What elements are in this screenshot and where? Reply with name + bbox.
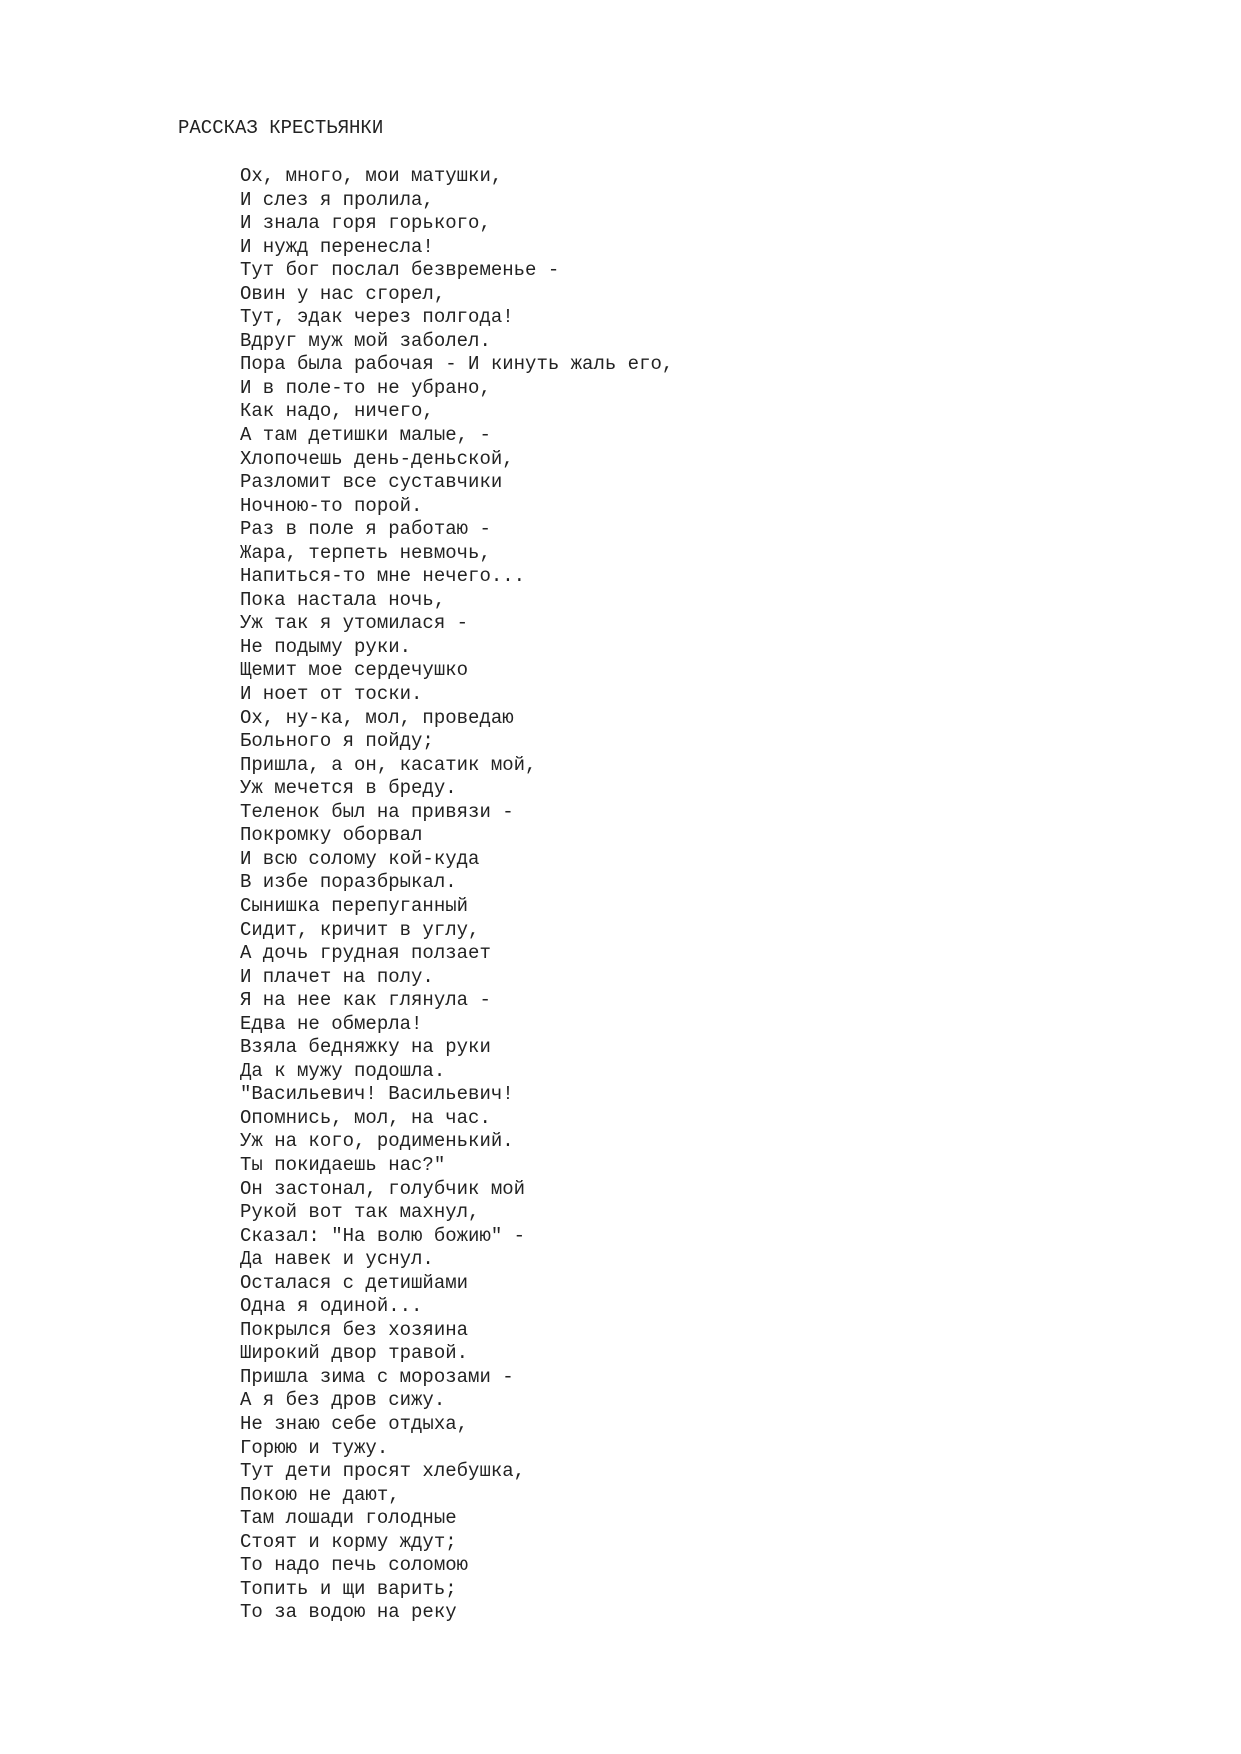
poem-line: А дочь грудная ползает <box>240 942 491 965</box>
poem-line: Взяла бедняжку на руки <box>240 1036 491 1059</box>
poem-line: Широкий двор травой. <box>240 1342 469 1365</box>
poem-line: Покромку оборвал <box>240 824 423 847</box>
poem-line: И слез я пролила, <box>240 188 434 211</box>
poem-line: Пришла, а он, касатик мой, <box>240 753 537 776</box>
poem-line: Ночною-то порой. <box>240 494 423 517</box>
poem-line: И плачет на полу. <box>240 965 434 988</box>
poem-line: Раз в поле я работаю - <box>240 518 491 541</box>
poem-line: Ох, ну-ка, мол, проведаю <box>240 706 514 729</box>
poem-line: Уж мечется в бреду. <box>240 777 457 800</box>
poem-line: Да навек и уснул. <box>240 1248 434 1271</box>
poem-line: Тут бог послал безвременье - <box>240 259 560 282</box>
poem-line: Тут дети просят хлебушка, <box>240 1460 526 1483</box>
poem-line: Едва не обмерла! <box>240 1012 423 1035</box>
poem-line: Разломит все суставчики <box>240 471 503 494</box>
poem-line: Уж на кого, родименький. <box>240 1130 514 1153</box>
poem-line: Он застонал, голубчик мой <box>240 1177 526 1200</box>
poem-line: Уж так я утомилася - <box>240 612 469 635</box>
poem-line: Как надо, ничего, <box>240 400 434 423</box>
poem-line: Сынишка перепуганный <box>240 894 469 917</box>
poem-line: Рукой вот так махнул, <box>240 1201 480 1224</box>
document-title: РАССКАЗ КРЕСТЬЯНКИ <box>178 117 384 139</box>
poem-line: Жара, терпеть невмочь, <box>240 541 491 564</box>
poem-text <box>240 165 673 1625</box>
poem-line: Да к мужу подошла. <box>240 1059 446 1082</box>
poem-line: То за водою на реку <box>240 1601 457 1624</box>
poem-line: Ох, много, мои матушки, <box>240 165 503 187</box>
poem-line: А там детишки малые, - <box>240 424 491 447</box>
poem-line: Хлопочешь день-деньской, <box>240 447 514 470</box>
poem-line: Пока настала ночь, <box>240 588 446 611</box>
poem-line: Опомнись, мол, на час. <box>240 1106 491 1129</box>
poem-line: То надо печь соломою <box>240 1554 469 1577</box>
poem-line: Сидит, кричит в углу, <box>240 918 480 941</box>
poem-line: Одна я одиной... <box>240 1295 423 1318</box>
poem-line: Больного я пойду; <box>240 730 434 753</box>
poem-line: Покою не дают, <box>240 1483 400 1506</box>
poem-line: Топить и щи варить; <box>240 1577 457 1600</box>
poem-line: Не знаю себе отдыха, <box>240 1412 469 1435</box>
poem-line: И всю солому кой-куда <box>240 847 480 870</box>
poem-line: Горюю и тужу. <box>240 1436 389 1459</box>
poem-line: Покрылся без хозяина <box>240 1318 469 1341</box>
poem-line: И нужд перенесла! <box>240 235 434 258</box>
poem-line: И знала горя горького, <box>240 212 491 235</box>
poem-line: Пора была рабочая - И кинуть жаль его, <box>240 353 674 376</box>
poem-line: Не подыму руки. <box>240 635 412 658</box>
poem-line: Ты покидаешь нас?" <box>240 1153 446 1176</box>
poem-line: Я на нее как глянула - <box>240 989 491 1012</box>
poem-line: Щемит мое сердечушко <box>240 659 469 682</box>
poem-line: "Васильевич! Васильевич! <box>240 1083 514 1106</box>
poem-line: Овин у нас сгорел, <box>240 282 446 305</box>
poem-line: Пришла зима с морозами - <box>240 1365 514 1388</box>
poem-line: Стоят и корму ждут; <box>240 1530 457 1553</box>
poem-line: В избе поразбрыкал. <box>240 871 457 894</box>
poem-line: И ноет от тоски. <box>240 683 423 706</box>
poem-line: Вдруг муж мой заболел. <box>240 329 491 352</box>
poem-line: Там лошади голодные <box>240 1507 457 1530</box>
poem-line: И в поле-то не убрано, <box>240 376 491 399</box>
poem-line: А я без дров сижу. <box>240 1389 446 1412</box>
poem-line: Осталася с детишйами <box>240 1271 469 1294</box>
poem-line: Тут, эдак через полгода! <box>240 306 514 329</box>
poem-line: Сказал: "На волю божию" - <box>240 1224 526 1247</box>
poem-line: Напиться-то мне нечего... <box>240 565 526 588</box>
poem-line: Теленок был на привязи - <box>240 800 514 823</box>
